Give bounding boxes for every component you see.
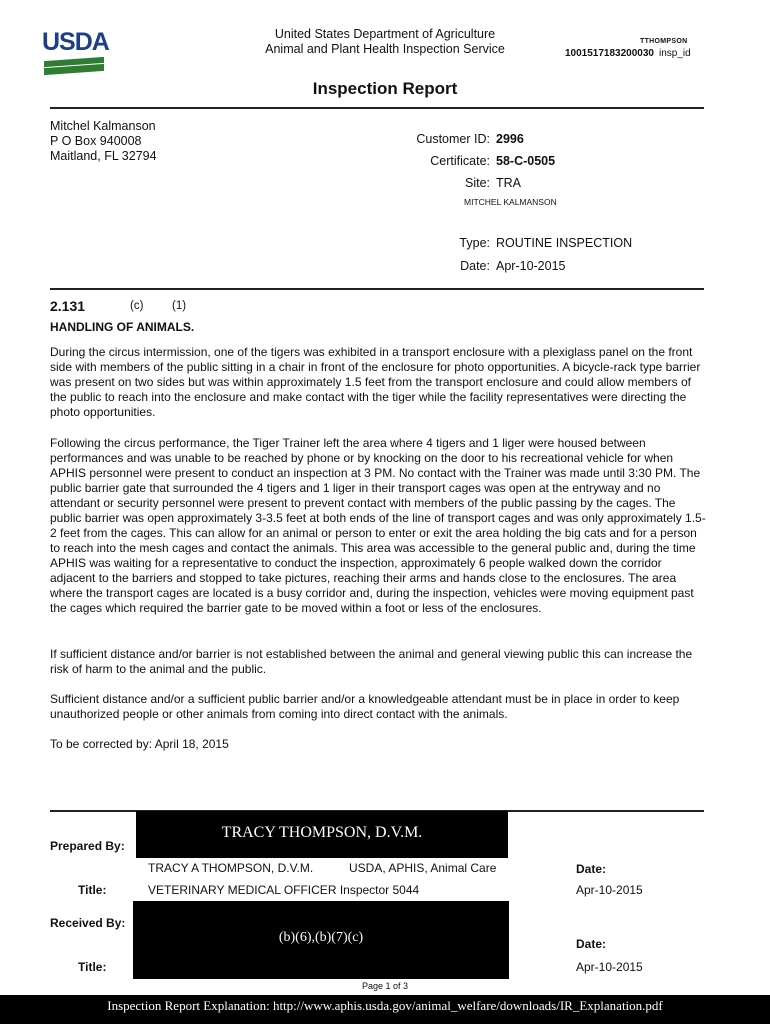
site-name: MITCHEL KALMANSON <box>464 197 557 207</box>
agency-line1: United States Department of Agriculture <box>274 27 496 41</box>
received-date-label: Date: <box>576 937 607 951</box>
preparer-name: TRACY A THOMPSON, D.V.M. <box>148 861 314 875</box>
page-indicator: Page 1 of 3 <box>361 981 409 991</box>
finding-paragraph: Sufficient distance and/or a sufficient public barrier and/or a knowledgeable attendant must be in place in order to keep unauthorized people or other animals from coming into direct contact with the animals. <box>50 692 680 721</box>
usda-logo-text: USDA <box>42 28 109 56</box>
prepared-date: Apr-10-2015 <box>576 883 643 897</box>
date-value: Apr-10-2015 <box>496 259 566 273</box>
received-date: Apr-10-2015 <box>576 960 643 974</box>
preparer-org: USDA, APHIS, Animal Care <box>349 861 497 875</box>
agency-header <box>240 27 530 57</box>
finding-paragraph: If sufficient distance and/or barrier is not established between the animal and general viewing public this can increase the risk of harm to the animal and the public. <box>50 647 693 676</box>
insp-id-label: insp_id <box>659 48 691 59</box>
prepared-date-label: Date: <box>576 862 607 876</box>
section-divider <box>50 288 704 290</box>
finding-paragraph: Following the circus performance, the Tiger Trainer left the area where 4 tigers and 1 liger were housed between performances and was unable to be reached by phone or by knocking on the door to his recreational vehicle for when APHIS personnel were present to conduct an inspection at 3 PM. No contact with the Trainer was made until 3:30 PM. The public barrier gate that surrounded the 4 tigers and 1 liger in their transport cages was open at the entryway and no attendant or security personnel were present to prevent contact with members of the public passing by the cages. The public barrier was open approximately 3-3.5 feet at both ends of the line of transport cages and was only approximately 1.5-2 feet from the cages. This can allow for an animal or person to enter or exit the area holding the big cats and for a person to reach into the mesh cages and contact the animals. This area was accessible to the general public and, during the time APHIS was waiting for a representative to conduct the inspection, approximately 6 people walked down the corridor adjacent to the barriers and stopped to take pictures, reaching their arms and hands close to the enclosures. The area where the transport cages are located is a busy corridor and, during the inspection, vehicles were moving equipment past the cages which required the barrier gate to be moved within a foot or less of the enclosures. <box>50 436 706 615</box>
inspection-number: 1001517183200030 <box>565 48 654 59</box>
certificate-value: 58-C-0505 <box>496 154 556 168</box>
site-label: Site: <box>464 176 490 190</box>
licensee-address <box>50 119 157 164</box>
customer-id-value: 2996 <box>496 132 524 146</box>
received-by-label: Received By: <box>50 916 126 930</box>
correction-deadline: To be corrected by: April 18, 2015 <box>50 737 229 751</box>
report-title: Inspection Report <box>312 79 458 98</box>
address-line3: Maitland, FL 32794 <box>50 149 157 163</box>
report-explanation-link[interactable]: Inspection Report Explanation: http://www.aphis.usda.gov/animal_welfare/downloads/IR_Explanation.pdf <box>0 995 770 1024</box>
title-divider <box>50 107 704 109</box>
preparer-title-label: Title: <box>78 883 107 897</box>
site-value: TRA <box>496 176 521 190</box>
regulation-sub1: (c) <box>130 300 144 312</box>
customer-id-label: Customer ID: <box>416 132 490 146</box>
inspector-code: TTHOMPSON <box>640 38 688 45</box>
type-label: Type: <box>459 236 490 250</box>
preparer-title: VETERINARY MEDICAL OFFICER Inspector 5044 <box>148 883 420 897</box>
date-label: Date: <box>460 259 490 273</box>
received-redaction: (b)(6),(b)(7)(c) <box>133 901 509 979</box>
section-title: HANDLING OF ANIMALS. <box>50 320 195 334</box>
regulation-sub2: (1) <box>172 300 187 312</box>
received-title-label: Title: <box>78 960 107 974</box>
address-line1: Mitchel Kalmanson <box>50 119 156 133</box>
certificate-label: Certificate: <box>430 154 490 168</box>
regulation-number: 2.131 <box>50 298 86 314</box>
prepared-by-label: Prepared By: <box>50 839 125 853</box>
finding-paragraph: During the circus intermission, one of the tigers was exhibited in a transport enclosure with a plexiglass panel on the front side with members of the public sitting in a chair in front of the enclosure for photo opportunities. A bicycle-rack type barrier was present on two sides but was within approximately 1.5 feet from the transport enclosure and could allow members of the public to reach into the enclosure and make contact with the tiger while the facility representatives were directing the photo opportunities. <box>50 345 701 419</box>
address-line2: P O Box 940008 <box>50 134 142 148</box>
type-value: ROUTINE INSPECTION <box>496 236 633 250</box>
prepared-signature: TRACY THOMPSON, D.V.M. <box>136 811 508 858</box>
usda-logo <box>42 28 109 74</box>
agency-line2: Animal and Plant Health Inspection Service <box>265 42 505 56</box>
